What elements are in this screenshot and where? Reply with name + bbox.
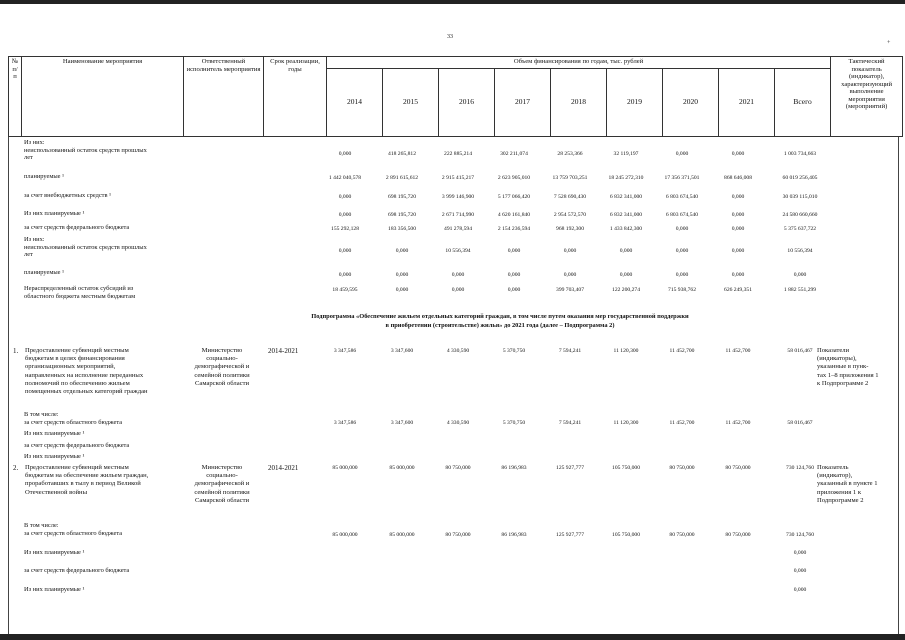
row-total: 24 580 660,660 bbox=[782, 212, 818, 218]
row-value: 399 703,407 bbox=[556, 287, 584, 293]
row-value: 715 938,762 bbox=[668, 287, 696, 293]
row-value: 13 759 703,251 bbox=[552, 175, 588, 181]
row-value: 0,000 bbox=[563, 272, 577, 278]
item-value: 85 000,000 bbox=[332, 465, 358, 471]
row-value: 0,000 bbox=[731, 226, 745, 232]
row-value: 0,000 bbox=[731, 212, 745, 218]
row-label: В том числе: за счет средств областного бюджета bbox=[24, 522, 123, 537]
header-term: Срок реализации, годы bbox=[264, 57, 327, 137]
table-border-line bbox=[8, 137, 9, 634]
row-value: 0,000 bbox=[451, 287, 465, 293]
row-value: 0,000 bbox=[395, 248, 409, 254]
item-total: 730 124,760 bbox=[786, 465, 814, 471]
row-value: 6 803 674,540 bbox=[665, 212, 699, 218]
top-scan-border bbox=[0, 0, 905, 4]
header-tactical: Тактический показатель (индикатор), характеризующий выполнение мероприятия (мероприятий) bbox=[831, 57, 903, 137]
row-value: 1 442 040,578 bbox=[328, 175, 362, 181]
row-label: Из них: неиспользованный остаток средств прошлых лет bbox=[24, 236, 147, 259]
row-total: 0,000 bbox=[793, 587, 807, 593]
row-value: 5 177 066,420 bbox=[497, 194, 531, 200]
row-value: 0,000 bbox=[338, 212, 352, 218]
row-total: 5 375 637,722 bbox=[783, 226, 817, 232]
item-executor: Министерство социально- демографической и семейной политики Самарской области bbox=[194, 464, 250, 504]
header-year: 2019 bbox=[607, 69, 663, 137]
row-total: 1 882 551,299 bbox=[783, 287, 817, 293]
row-value: 0,000 bbox=[395, 272, 409, 278]
row-value: 6 803 674,540 bbox=[665, 194, 699, 200]
row-value: 32 119,197 bbox=[613, 151, 639, 157]
row-label: за счет внебюджетных средств ¹ bbox=[24, 192, 111, 199]
row-value: 6 832 341,000 bbox=[609, 194, 643, 200]
row-value: 6 832 341,000 bbox=[609, 212, 643, 218]
row-value: 0,000 bbox=[338, 272, 352, 278]
header-year: 2018 bbox=[551, 69, 607, 137]
item-value: 80 750,000 bbox=[445, 465, 471, 471]
item-executor: Министерство социально- демографической и семейной политики Самарской области bbox=[194, 347, 250, 387]
header-num: № п/п bbox=[9, 57, 22, 137]
row-total: 1 003 734,663 bbox=[783, 151, 817, 157]
header-name: Наименование мероприятия bbox=[22, 57, 184, 137]
row-value: 0,000 bbox=[338, 248, 352, 254]
item-value: 3 347,586 bbox=[333, 348, 357, 354]
row-value: 0,000 bbox=[731, 248, 745, 254]
item-value: 80 750,000 bbox=[725, 465, 751, 471]
row-value: 302 211,074 bbox=[500, 151, 528, 157]
row-label: за счет средств федерального бюджета bbox=[24, 567, 130, 574]
row-value: 80 750,000 bbox=[725, 532, 751, 538]
row-value: 2 954 572,570 bbox=[553, 212, 587, 218]
row-value: 2 623 905,010 bbox=[497, 175, 531, 181]
row-total: 60 019 256,405 bbox=[782, 175, 818, 181]
row-value: 698 195,720 bbox=[388, 194, 416, 200]
table-border-line bbox=[898, 137, 899, 634]
row-value: 3 347,600 bbox=[390, 420, 414, 426]
row-value: 28 253,366 bbox=[557, 151, 583, 157]
row-label: Нераспределенный остаток субсидий из областного бюджета местным бюджетам bbox=[24, 285, 136, 300]
row-total: 10 556,394 bbox=[787, 248, 813, 254]
row-value: 0,000 bbox=[675, 151, 689, 157]
row-value: 0,000 bbox=[731, 272, 745, 278]
header-volume: Объем финансирования по годам, тыс. рублей bbox=[327, 57, 831, 69]
row-value: 155 292,128 bbox=[331, 226, 359, 232]
row-value: 11 452,700 bbox=[725, 420, 751, 426]
row-value: 0,000 bbox=[507, 287, 521, 293]
row-value: 183 356,500 bbox=[388, 226, 416, 232]
row-total: 0,000 bbox=[793, 568, 807, 574]
item-term: 2014-2021 bbox=[268, 347, 299, 355]
row-value: 0,000 bbox=[338, 194, 352, 200]
row-value: 626 249,351 bbox=[724, 287, 752, 293]
row-value: 3 999 146,900 bbox=[441, 194, 475, 200]
row-value: 85 000,000 bbox=[389, 532, 415, 538]
corner-mark: + bbox=[887, 40, 891, 46]
row-value: 18 459,595 bbox=[332, 287, 358, 293]
row-value: 0,000 bbox=[395, 287, 409, 293]
row-label: Из них планируемые ¹ bbox=[24, 586, 85, 593]
header-year: 2016 bbox=[439, 69, 495, 137]
header-year: 2015 bbox=[383, 69, 439, 137]
item-value: 125 927,777 bbox=[556, 465, 584, 471]
item-value: 85 000,000 bbox=[389, 465, 415, 471]
item-value: 5 370,750 bbox=[502, 348, 526, 354]
row-value: 85 000,000 bbox=[332, 532, 358, 538]
row-total: 730 124,760 bbox=[786, 532, 814, 538]
row-value: 0,000 bbox=[731, 194, 745, 200]
item-value: 80 750,000 bbox=[669, 465, 695, 471]
row-label: В том числе: за счет средств областного бюджета bbox=[24, 411, 123, 426]
header-year: 2020 bbox=[663, 69, 719, 137]
row-value: 7 594,241 bbox=[558, 420, 582, 426]
item-term: 2014-2021 bbox=[268, 464, 299, 472]
row-value: 2 671 714,990 bbox=[441, 212, 475, 218]
header-year: 2021 bbox=[719, 69, 775, 137]
row-value: 125 927,777 bbox=[556, 532, 584, 538]
item-value: 105 750,000 bbox=[612, 465, 640, 471]
page-number: 33 bbox=[447, 34, 453, 40]
row-label: Из них планируемые ¹ bbox=[24, 549, 85, 556]
row-value: 80 750,000 bbox=[669, 532, 695, 538]
item-value: 4 330,590 bbox=[446, 348, 470, 354]
row-value: 4 620 161,840 bbox=[497, 212, 531, 218]
row-value: 1 433 842,300 bbox=[609, 226, 643, 232]
row-total: 58 016,467 bbox=[787, 420, 813, 426]
row-value: 2 915 415,217 bbox=[441, 175, 475, 181]
row-value: 2 154 236,594 bbox=[497, 226, 531, 232]
item-value: 11 452,700 bbox=[725, 348, 751, 354]
row-value: 122 200,274 bbox=[612, 287, 640, 293]
table-header bbox=[8, 56, 903, 137]
row-label: за счет средств федерального бюджета bbox=[24, 224, 130, 231]
header-executor: Ответственный исполнитель мероприятия bbox=[184, 57, 264, 137]
item-total: 58 016,467 bbox=[787, 348, 813, 354]
row-value: 0,000 bbox=[675, 272, 689, 278]
row-value: 222 885,214 bbox=[444, 151, 472, 157]
row-value: 0,000 bbox=[563, 248, 577, 254]
row-total: 0,000 bbox=[793, 550, 807, 556]
item-value: 7 594,241 bbox=[558, 348, 582, 354]
row-value: 0,000 bbox=[619, 248, 633, 254]
row-label: Из них планируемые ¹ bbox=[24, 453, 85, 460]
item-value: 11 452,700 bbox=[669, 348, 695, 354]
row-value: 698 195,720 bbox=[388, 212, 416, 218]
item-name: Предоставление субвенций местным бюджетам в целях финансирования организационных мероприятий, направленных на исполнение переданных полномочий по обеспечению жильем помещенных отдельных категорий граждан bbox=[25, 347, 148, 396]
row-value: 11 452,700 bbox=[669, 420, 695, 426]
row-value: 5 370,750 bbox=[502, 420, 526, 426]
row-value: 0,000 bbox=[731, 151, 745, 157]
item-name: Предоставление субвенций местным бюджетам на обеспечение жильем граждан, проработавших в тылу в период Великой Отечественной войны bbox=[25, 464, 149, 496]
row-total: 0,000 bbox=[793, 272, 807, 278]
item-value: 3 347,600 bbox=[390, 348, 414, 354]
row-label: Из них: неиспользованный остаток средств прошлых лет bbox=[24, 139, 147, 162]
row-value: 3 347,586 bbox=[333, 420, 357, 426]
row-label: за счет средств федерального бюджета bbox=[24, 442, 130, 449]
row-value: 18 245 272,310 bbox=[608, 175, 644, 181]
header-year: 2014 bbox=[327, 69, 383, 137]
row-total: 30 039 115,010 bbox=[782, 194, 818, 200]
row-value: 7 528 690,430 bbox=[553, 194, 587, 200]
header-total: Всего bbox=[775, 69, 831, 137]
item-number: 1. bbox=[13, 347, 19, 355]
row-value: 0,000 bbox=[675, 226, 689, 232]
row-value: 0,000 bbox=[338, 151, 352, 157]
item-value: 86 196,983 bbox=[501, 465, 527, 471]
row-value: 491 278,594 bbox=[444, 226, 472, 232]
row-label: планируемые ¹ bbox=[24, 269, 65, 276]
item-indicator: Показатель (индикатор), указанный в пункте 1 приложения 1 к Подпрограмме 2 bbox=[817, 464, 878, 504]
item-indicator: Показатели (индикаторы), указанные в пунк- тах 1–8 приложения 1 к Подпрограмме 2 bbox=[817, 347, 879, 387]
row-label: планируемые ¹ bbox=[24, 173, 65, 180]
row-value: 10 556,394 bbox=[445, 248, 471, 254]
header-year: 2017 bbox=[495, 69, 551, 137]
row-value: 11 120,300 bbox=[613, 420, 639, 426]
subprogram-title: Подпрограмма «Обеспечение жильем отдельных категорий граждан, в том числе путем оказания мер государственной поддержки в приобретении (строительстве) жилья» до 2021 года (далее – Подпрограмма 2) bbox=[311, 313, 689, 329]
item-value: 11 120,300 bbox=[613, 348, 639, 354]
row-value: 0,000 bbox=[675, 248, 689, 254]
row-value: 2 891 615,612 bbox=[385, 175, 419, 181]
row-label: Из них планируемые ¹ bbox=[24, 210, 85, 217]
row-value: 0,000 bbox=[507, 248, 521, 254]
row-value: 968 192,300 bbox=[556, 226, 584, 232]
row-value: 868 646,008 bbox=[724, 175, 752, 181]
row-value: 105 750,000 bbox=[612, 532, 640, 538]
row-value: 0,000 bbox=[507, 272, 521, 278]
bottom-scan-border bbox=[0, 634, 905, 640]
row-value: 0,000 bbox=[619, 272, 633, 278]
row-value: 418 265,812 bbox=[388, 151, 416, 157]
row-value: 86 196,983 bbox=[501, 532, 527, 538]
row-value: 4 330,590 bbox=[446, 420, 470, 426]
row-value: 0,000 bbox=[451, 272, 465, 278]
item-number: 2. bbox=[13, 464, 19, 472]
row-value: 80 750,000 bbox=[445, 532, 471, 538]
row-label: Из них планируемые ¹ bbox=[24, 430, 85, 437]
row-value: 17 356 371,501 bbox=[664, 175, 700, 181]
